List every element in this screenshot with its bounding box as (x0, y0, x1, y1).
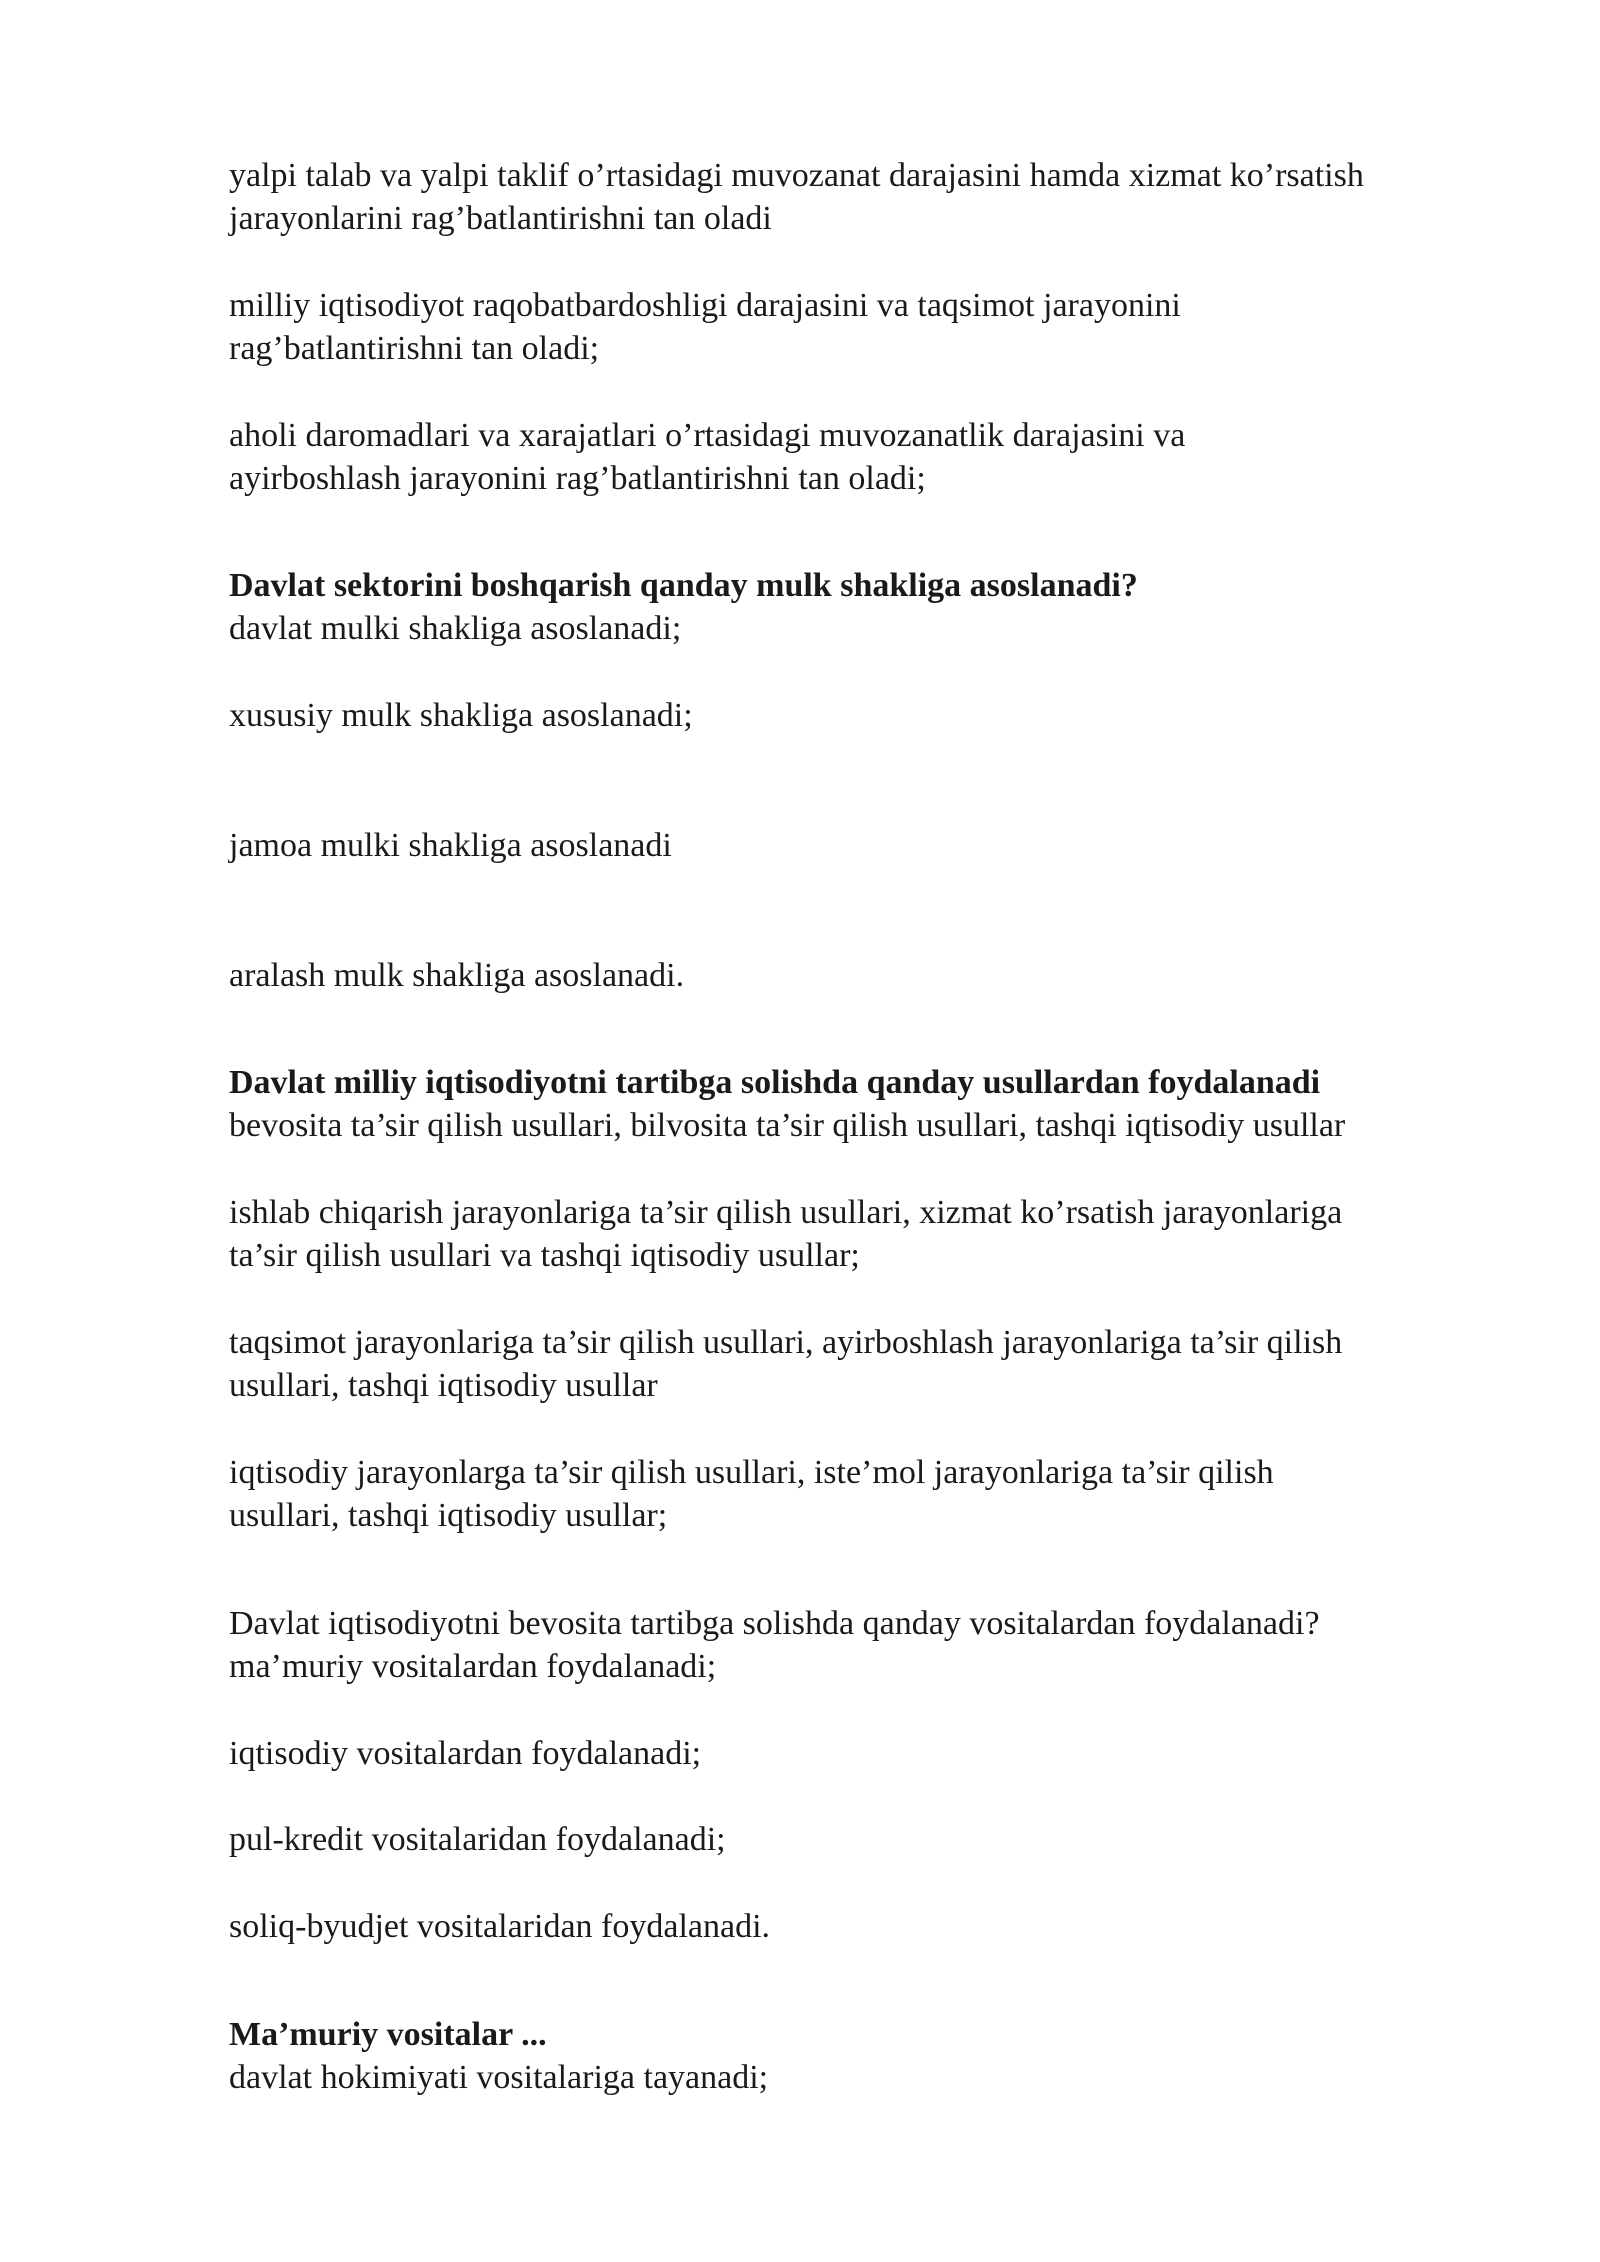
answer-line: ma’muriy vositalardan foydalanadi; (229, 1648, 717, 1685)
answer-line: soliq-byudjet vositalaridan foydalanadi. (229, 1908, 771, 1945)
answer-line: jarayonlarini rag’batlantirishni tan oladi (229, 200, 772, 237)
answer-line: yalpi talab va yalpi taklif o’rtasidagi muvozanat darajasini hamda xizmat ko’rsatish (229, 157, 1364, 194)
answer-line: iqtisodiy vositalardan foydalanadi; (229, 1735, 702, 1772)
answer-line: usullari, tashqi iqtisodiy usullar; (229, 1497, 668, 1534)
answer-line: davlat hokimiyati vositalariga tayanadi; (229, 2059, 769, 2096)
answer-line: ta’sir qilish usullari va tashqi iqtisodiy usullar; (229, 1237, 860, 1274)
answer-line: taqsimot jarayonlariga ta’sir qilish usullari, ayirboshlash jarayonlariga ta’sir qilish (229, 1324, 1343, 1361)
answer-line: ayirboshlash jarayonini rag’batlantirishni tan oladi; (229, 460, 926, 497)
answer-line: milliy iqtisodiyot raqobatbardoshligi darajasini va taqsimot jarayonini (229, 287, 1181, 324)
question-heading: Ma’muriy vositalar ... (229, 2016, 547, 2053)
answer-line: iqtisodiy jarayonlarga ta’sir qilish usullari, iste’mol jarayonlariga ta’sir qilish (229, 1454, 1274, 1491)
answer-line: usullari, tashqi iqtisodiy usullar (229, 1367, 658, 1404)
answer-line: aralash mulk shakliga asoslanadi. (229, 957, 685, 994)
answer-line: ishlab chiqarish jarayonlariga ta’sir qilish usullari, xizmat ko’rsatish jarayonlariga (229, 1194, 1343, 1231)
question-line: Davlat iqtisodiyotni bevosita tartibga solishda qanday vositalardan foydalanadi? (229, 1605, 1320, 1642)
answer-line: xususiy mulk shakliga asoslanadi; (229, 697, 693, 734)
answer-line: rag’batlantirishni tan oladi; (229, 330, 600, 367)
answer-line: bevosita ta’sir qilish usullari, bilvosita ta’sir qilish usullari, tashqi iqtisodiy usullar (229, 1107, 1346, 1144)
answer-line: davlat mulki shakliga asoslanadi; (229, 610, 682, 647)
question-heading: Davlat milliy iqtisodiyotni tartibga solishda qanday usullardan foydalanadi (229, 1064, 1321, 1101)
question-heading: Davlat sektorini boshqarish qanday mulk shakliga asoslanadi? (229, 567, 1138, 604)
answer-line: jamoa mulki shakliga asoslanadi (229, 827, 672, 864)
answer-line: aholi daromadlari va xarajatlari o’rtasidagi muvozanatlik darajasini va (229, 417, 1186, 454)
answer-line: pul-kredit vositalaridan foydalanadi; (229, 1821, 726, 1858)
